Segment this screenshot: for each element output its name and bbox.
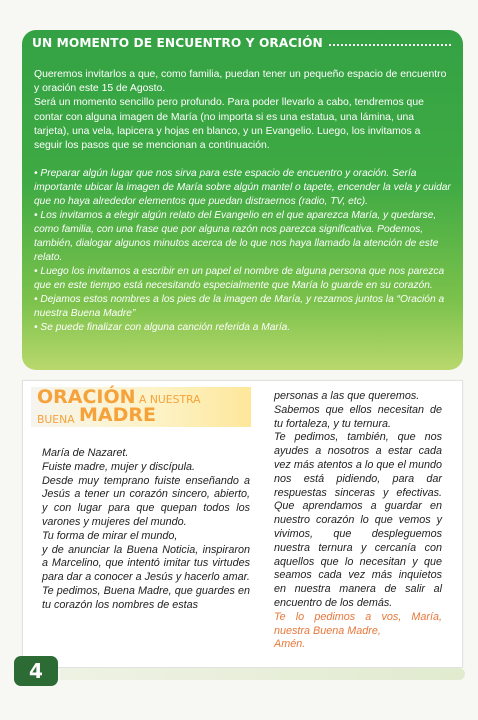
step-item: • Dejamos estos nombres a los pies de la imagen de María, y rezamos juntos la “Oración a nuestra Buena Madre” <box>34 294 445 320</box>
prayer-amen: Amén. <box>274 638 306 651</box>
activity-title <box>32 36 451 50</box>
footer-band <box>60 668 465 680</box>
prayer-line: personas a las que queremos. <box>274 390 420 402</box>
title-buena: BUENA <box>37 413 75 426</box>
prayer-line: Tu forma de mirar el mundo, <box>42 529 178 542</box>
prayer-left-column <box>42 447 250 613</box>
prayer-right-column <box>274 390 442 652</box>
title-madre: MADRE <box>79 404 156 426</box>
step-item: • Se puede finalizar con alguna canción referida a María. <box>34 322 291 334</box>
page-number-badge: 4 <box>14 656 58 686</box>
title-a-nuestra: A NUESTRA <box>139 393 201 406</box>
prayer-line: y de anunciar la Buena Noticia, inspiraron a Marcelino, que intentó imitar tus virtudes para dar a conocer a Jesús y hacerlo amar. <box>42 543 250 584</box>
intro-paragraph: Será un momento sencillo pero profundo. Para poder llevarlo a cabo, tendremos que contar con alguna imagen de María (no importa si es una estatua, una lámina, una tarjeta), una vela, lapicera y hojas en blanco, y un Evangelio. Luego, los invitamos a seguir los pasos que se mencionan a continuación. <box>34 97 424 152</box>
title-dotted-rule <box>329 44 451 46</box>
activity-box <box>22 30 463 370</box>
prayer-closing: Te lo pedimos a vos, María, nuestra Buena Madre, <box>274 610 442 637</box>
step-item: • Luego los invitamos a escribir en un papel el nombre de alguna persona que nos parezca que en este tiempo está necesitando especialmente que María lo guarde en su corazón. <box>34 266 445 292</box>
prayer-line: Te pedimos, Buena Madre, que guardes en tu corazón los nombres de estas <box>42 584 250 611</box>
title-oracion: ORACIÓN <box>37 386 136 408</box>
prayer-line: Fuiste madre, mujer y discípula. <box>42 460 196 473</box>
step-item: • Los invitamos a elegir algún relato del Evangelio en el que aparezca María, y quedarse, como familia, con una frase que por alguna razón nos parezca significativa. Podemos, también, dialogar algunos minutos acerca de lo que nos haya llamado la atención de este relato. <box>34 210 439 264</box>
prayer-line: María de Nazaret. <box>42 447 129 459</box>
prayer-line: Sabemos que ellos necesitan de tu fortaleza, y tu ternura. <box>274 403 442 430</box>
intro-paragraph: Queremos invitarlos a que, como familia, puedan tener un pequeño espacio de encuentro y oración este 15 de Agosto. <box>34 69 447 95</box>
prayer-title <box>31 387 251 427</box>
prayer-line: Te pedimos, también, que nos ayudes a nosotros a estar cada vez más atentos a lo que el mundo nos está pidiendo, para dar respuestas sinceras y efectivas. Que aprendamos a guardar en nuestro corazón lo que vemos y vivimos, que despleguemos nuestra ternura y cercanía con aquellos que lo necesitan y que seamos cada vez más inquietos en nuestra manera de salir al encuentro de los demás. <box>274 431 442 609</box>
activity-title-text: UN MOMENTO DE ENCUENTRO Y ORACIÓN <box>32 36 323 50</box>
activity-intro <box>34 68 451 153</box>
activity-steps <box>34 167 451 335</box>
prayer-line: Desde muy temprano fuiste enseñando a Jesús a tener un corazón sincero, abierto, y con lugar para que quepan todos los varones y mujeres del mundo. <box>42 474 250 528</box>
step-item: • Preparar algún lugar que nos sirva para este espacio de encuentro y oración. Sería importante ubicar la imagen de María sobre algún mantel o tapete, encender la vela y cuidar que no haya alrededor elementos que puedan distraernos (radio, TV, etc). <box>34 168 451 208</box>
prayer-box <box>22 380 463 668</box>
